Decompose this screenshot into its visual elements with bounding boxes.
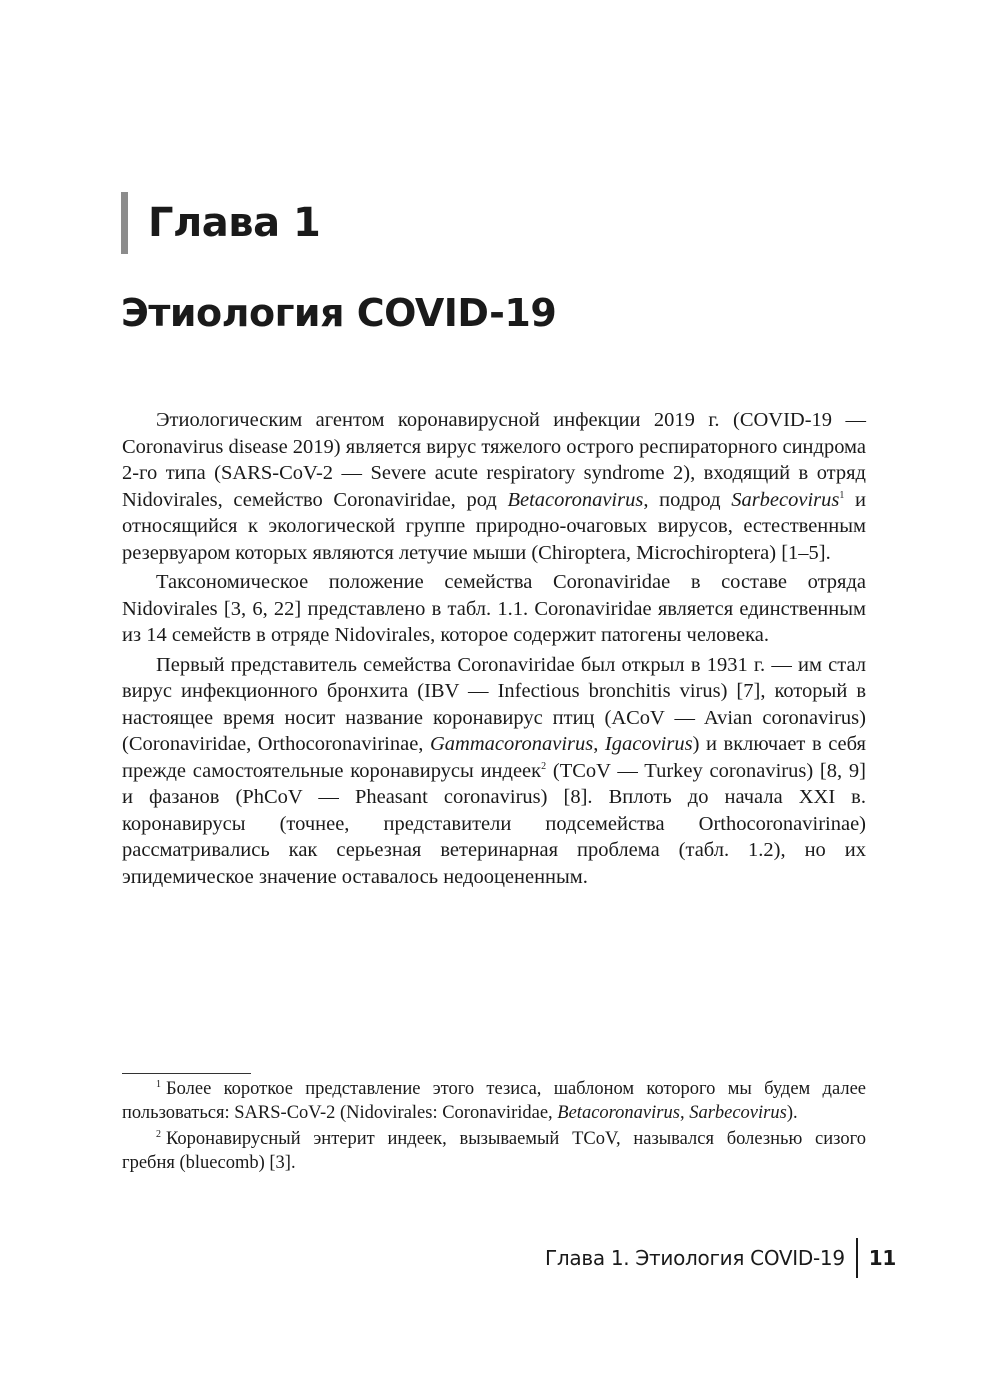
text-run: ,	[593, 733, 605, 755]
footnote-marker: 2	[156, 1129, 161, 1140]
footnote-ref-2: 2	[541, 760, 547, 772]
chapter-label: Глава 1	[121, 192, 320, 254]
text-run: Коронавирусный энтерит индеек, вызываемый TCoV, назывался болезнью сизого гребня (bluecomb) [3].	[122, 1129, 866, 1173]
paragraph-3	[122, 652, 866, 891]
text-run: и относящийся к экологической группе природно-очаговых вирусов, естественным резервуаром которых являются летучие мыши (Chiroptera, Microchiroptera) [1–5].	[122, 488, 866, 564]
footnote-divider	[122, 1073, 251, 1074]
italic-genus: Gammacoronavirus	[429, 733, 594, 755]
text-run: ) и включает в себя прежде самостоятельные коронавирусы индеек	[122, 733, 866, 782]
running-title: Глава 1. Этиология COVID-19	[545, 1246, 845, 1270]
text-run: , подрод	[643, 488, 732, 511]
footnote-2	[122, 1127, 866, 1175]
footnote-marker: 1	[156, 1079, 161, 1090]
footnote-ref-1: 1	[839, 489, 845, 501]
text-run: ,	[679, 1103, 690, 1123]
paragraph-1	[122, 407, 866, 566]
footnotes	[122, 1077, 866, 1175]
paragraph-2: Таксономическое положение семейства Coronaviridae в составе отряда Nidovirales [3, 6, 22] представлено в табл. 1.1. Coronaviridae является единственным из 14 семейств в отряде Nidovirales, которое содержит патогены человека.	[122, 571, 866, 646]
text-run: ).	[786, 1103, 798, 1123]
text-run: Более короткое представление этого тезиса, шаблоном которого мы будем далее пользоваться: SARS-CoV-2 (Nidovirales: Coronaviridae,	[122, 1079, 866, 1123]
italic-genus: Betacoronavirus	[507, 488, 644, 511]
body-text	[122, 407, 866, 890]
chapter-title: Этиология COVID-19	[121, 291, 557, 335]
page-number: 11	[868, 1246, 896, 1270]
italic-subgenus: Igacovirus	[604, 733, 693, 755]
text-run: Первый представитель семейства Coronaviridae был открыл в 1931 г. — им стал вирус инфекционного бронхита (IBV — Infectious bronchitis virus) [7], который в настоящее время носит название коронавирус птиц (ACoV — Avian coronavirus) (Coronaviridae, Orthocoronavirinae,	[122, 653, 866, 755]
italic-genus: Betacoronavirus	[557, 1103, 680, 1123]
italic-subgenus: Sarbecovirus	[689, 1103, 787, 1123]
italic-subgenus: Sarbecovirus	[731, 488, 840, 511]
footnote-1	[122, 1077, 866, 1125]
page-footer	[545, 1238, 896, 1278]
text-run: (TCoV — Turkey coronavirus) [8, 9] и фазанов (PhCoV — Pheasant coronavirus) [8]. Вплоть до начала XXI в. коронавирусы (точнее, представители подсемейства Orthocoronavirinae) рассматривались как серьезная ветеринарная проблема (табл. 1.2), но их эпидемическое значение оставалось недооцененным.	[122, 759, 866, 888]
text-run: Этиологическим агентом коронавирусной инфекции 2019 г. (COVID-19 — Coronavirus disease 2019) является вирус тяжелого острого респираторного синдрома 2-го типа (SARS-CoV-2 — Severe acute respiratory syndrome 2), входящий в отряд Nidovirales, семейство Coronaviridae, род	[122, 409, 866, 511]
